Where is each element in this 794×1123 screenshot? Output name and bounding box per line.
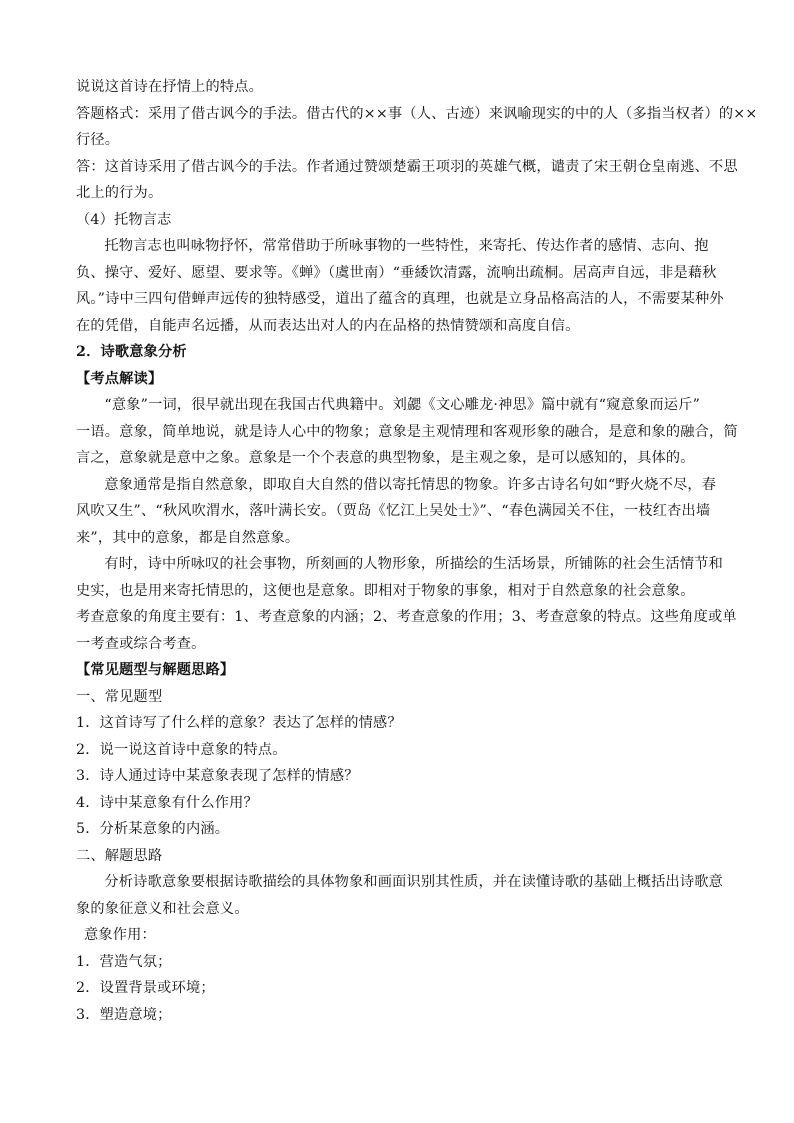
answer-format-line: 答题格式：采用了借古讽今的手法。借古代的××事（人、古迹）来讽喻现实的中的人（多指当权者）的××	[76, 105, 758, 122]
list-item: 2．设置背景或环境；	[76, 980, 215, 996]
paragraph-line: 史实，也是用来寄托情思的，这便也是意象。即相对于物象的事象，相对于自然意象的社会意象。	[76, 582, 695, 599]
text-line: 行径。	[76, 132, 120, 148]
list-item: 3．塑造意境；	[76, 1006, 172, 1023]
paragraph-line: 有时，诗中所咏叹的社会事物，所刻画的人物形象，所描绘的生活场景，所铺陈的社会生活情节和	[104, 556, 724, 572]
text-line: 北上的行为。	[76, 185, 163, 201]
subsection-heading: （4）托物言志	[76, 211, 172, 228]
list-item: 1．营造气氛；	[76, 953, 172, 970]
text-line: 说说这首诗在抒情上的特点。	[76, 79, 264, 95]
section-subheading: 【考点解读】	[76, 370, 163, 387]
list-heading: 意象作用：	[84, 927, 156, 943]
paragraph-line: “意象”一词，很早就出现在我国古代典籍中。刘勰《文心雕龙·神思》篇中就有“窥意象而运斤”	[104, 397, 701, 413]
list-item: 4．诗中某意象有什么作用？	[76, 794, 258, 811]
paragraph-line: 考查意象的角度主要有：1、考查意象的内涵；2、考查意象的作用；3、考查意象的特点。这些角度或单	[76, 609, 737, 625]
paragraph-line: 托物言志也叫咏物抒怀，常常借助于所咏事物的一些特性，来寄托、传达作者的感情、志向、抱	[104, 238, 709, 254]
paragraph-line: 在的凭借，自能声名远播，从而表达出对人的内在品格的热情赞颂和高度自信。	[76, 317, 580, 334]
document-page	[76, 74, 758, 1028]
paragraph-line: 象的象征意义和社会意义。	[76, 900, 249, 917]
list-heading: 一、常见题型	[76, 688, 163, 705]
list-item: 1．这首诗写了什么样的意象？表达了怎样的情感？	[76, 715, 402, 731]
list-item: 5．分析某意象的内涵。	[76, 821, 230, 837]
list-item: 3．诗人通过诗中某意象表现了怎样的情感？	[76, 768, 359, 784]
paragraph-line: 来”，其中的意象，都是自然意象。	[76, 529, 300, 546]
section-heading: 2．诗歌意象分析	[76, 344, 187, 360]
paragraph-line: 风。”诗中三四句借蝉声远传的独特感受，道出了蕴含的真理，也就是立身品格高洁的人，不需要某种外	[76, 291, 724, 307]
paragraph-line: 一语。意象，简单地说，就是诗人心中的物象；意象是主观情理和客观形象的融合，是意和象的融合，简	[76, 423, 738, 440]
section-subheading: 【常见题型与解题思路】	[76, 662, 235, 678]
answer-line: 答：这首诗采用了借古讽今的手法。作者通过赞颂楚霸王项羽的英雄气概，谴责了宋王朝仓皇南逃、不思	[76, 158, 738, 175]
paragraph-line: 分析诗歌意象要根据诗歌描绘的具体物象和画面识别其性质，并在读懂诗歌的基础上概括出诗歌意	[104, 874, 724, 890]
paragraph-line: 一考查或综合考查。	[76, 635, 206, 652]
paragraph-line: 言之，意象就是意中之象。意象是一个个表意的典型物象，是主观之象，是可以感知的，具体的。	[76, 450, 695, 466]
paragraph-line: 意象通常是指自然意象，即取自大自然的借以寄托情思的物象。许多古诗名句如“野火烧不尽，春	[104, 476, 717, 493]
list-item: 2．说一说这首诗中意象的特点。	[76, 741, 287, 758]
paragraph-line: 风吹又生”、“秋风吹渭水，落叶满长安。（贾岛《忆江上吴处士》”、“春色满园关不住，一枝红杏出墙	[76, 503, 711, 519]
paragraph-line: 负、操守、爱好、愿望、要求等。《蝉》（虞世南）“垂緌饮清露，流响出疏桐。居高声自远，非是藉秋	[76, 264, 717, 281]
list-heading: 二、解题思路	[76, 847, 163, 864]
